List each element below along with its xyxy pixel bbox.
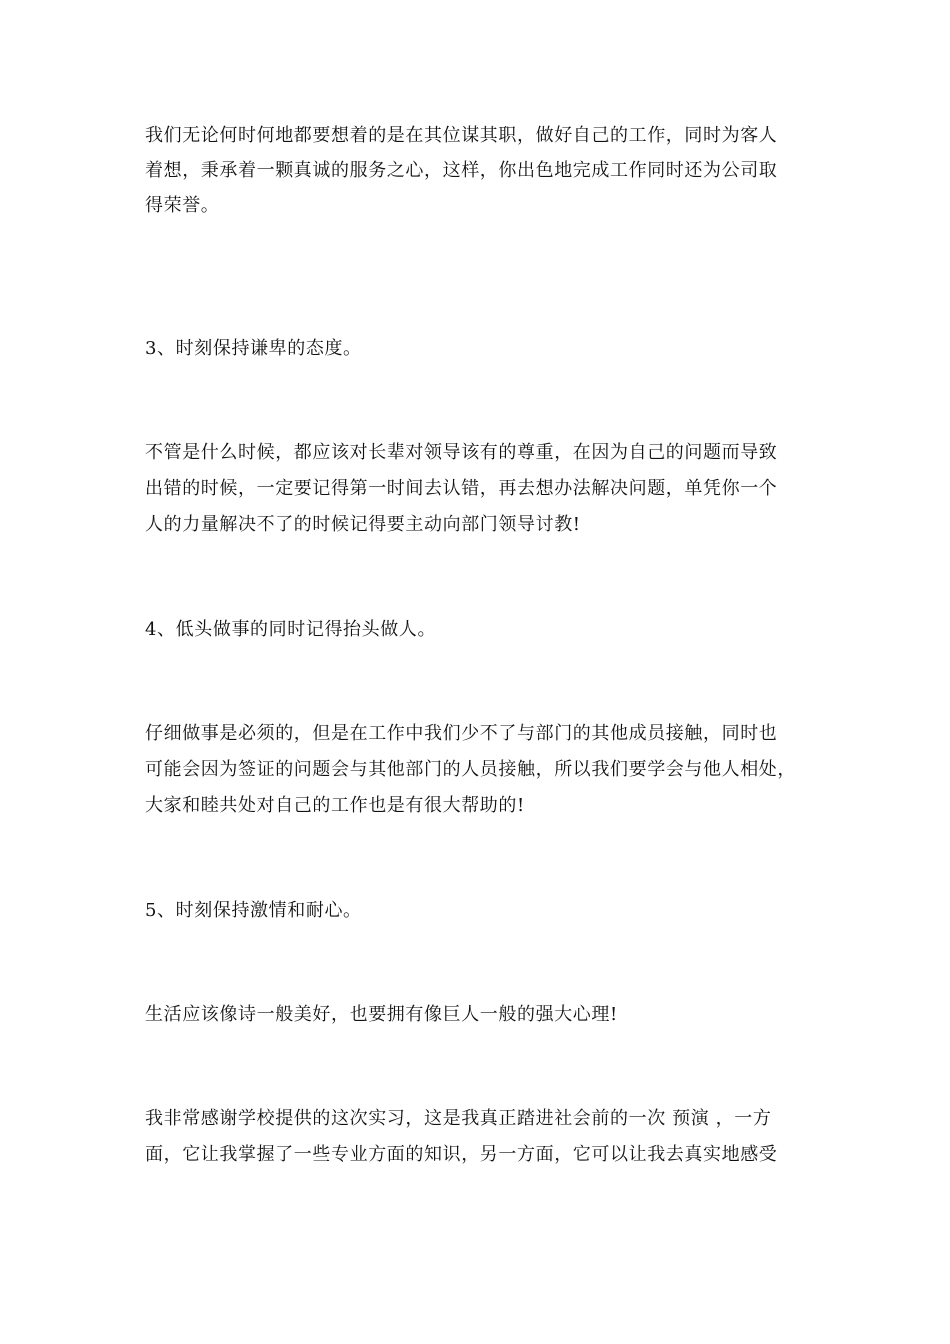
paragraph-3-line-2: 可能会因为签证的问题会与其他部门的人员接触，所以我们要学会与他人相处， — [145, 759, 796, 780]
paragraph-1-line-3: 得荣誉。 — [145, 195, 220, 216]
paragraph-4-line-1: 生活应该像诗一般美好，也要拥有像巨人一般的强大心理! — [145, 1004, 618, 1025]
paragraph-5-line-2: 面，它让我掌握了一些专业方面的知识，另一方面，它可以让我去真实地感受 — [145, 1144, 778, 1165]
section-heading-4: 4、低头做事的同时记得抬头做人。 — [145, 619, 437, 640]
paragraph-1-line-2: 着想，秉承着一颗真诚的服务之心，这样，你出色地完成工作同时还为公司取 — [145, 160, 778, 181]
section-heading-5: 5、时刻保持激情和耐心。 — [145, 900, 362, 921]
paragraph-2-line-2: 出错的时候，一定要记得第一时间去认错，再去想办法解决问题，单凭你一个 — [145, 478, 778, 499]
paragraph-3-line-3: 大家和睦共处对自己的工作也是有很大帮助的! — [145, 795, 525, 816]
paragraph-2-line-3: 人的力量解决不了的时候记得要主动向部门领导讨教! — [145, 514, 581, 535]
paragraph-2-line-1: 不管是什么时候，都应该对长辈对领导该有的尊重，在因为自己的问题而导致 — [145, 442, 778, 463]
paragraph-3-line-1: 仔细做事是必须的，但是在工作中我们少不了与部门的其他成员接触，同时也 — [145, 723, 778, 744]
section-heading-3: 3、时刻保持谦卑的态度。 — [145, 338, 362, 359]
paragraph-5-line-1: 我非常感谢学校提供的这次实习，这是我真正踏进社会前的一次 预演 ，一方 — [145, 1108, 772, 1129]
paragraph-1-line-1: 我们无论何时何地都要想着的是在其位谋其职，做好自己的工作，同时为客人 — [145, 125, 778, 146]
